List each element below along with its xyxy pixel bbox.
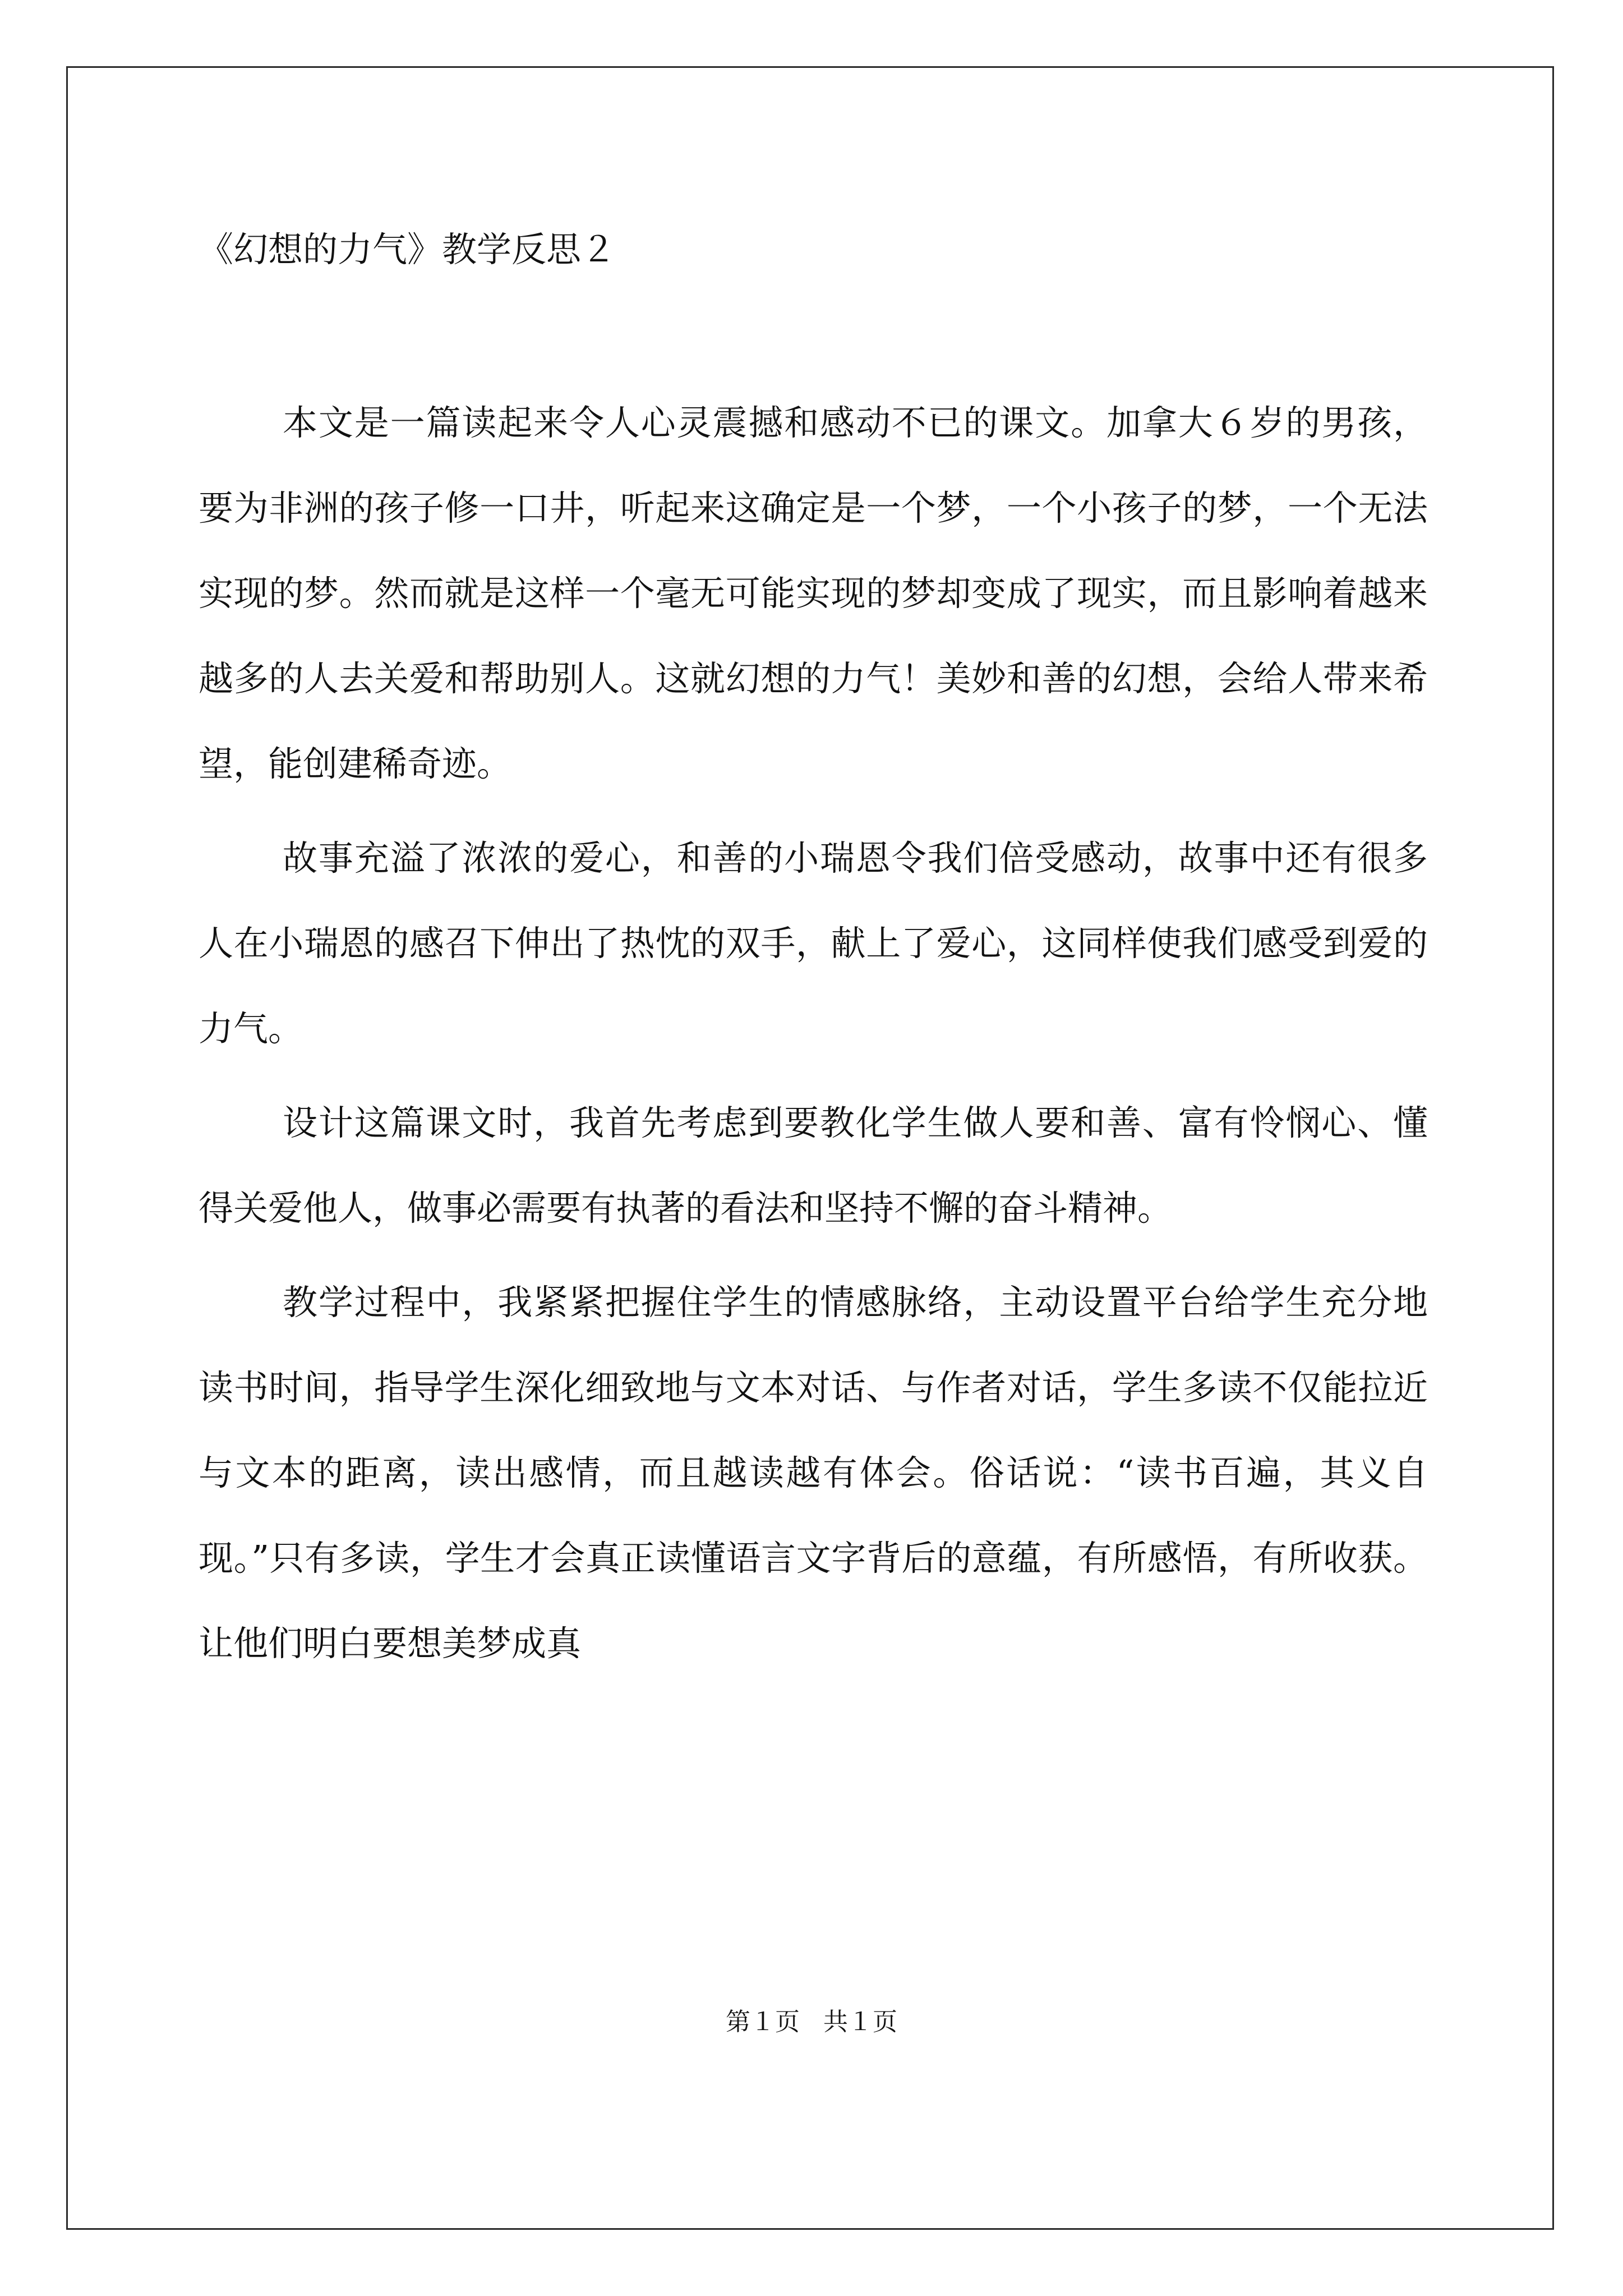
paragraph-3: 设计这篇课文时，我首先考虑到要教化学生做人要和善、富有怜悯心、懂得关爱他人，做事必需要有执著的看法和坚持不懈的奋斗精神。 — [199, 1102, 1428, 1228]
document-title: 《幻想的力气》教学反思２ — [199, 229, 616, 270]
document-body — [199, 208, 1428, 1686]
page-number-footer: 第１页 共１页 — [726, 2008, 897, 2036]
paragraph-4: 教学过程中，我紧紧把握住学生的情感脉络，主动设置平台给学生充分地读书时间，指导学生深化细致地与文本对话、与作者对话，学生多读不仅能拉近与文本的距离，读出感情，而且越读越有体会。俗话说：“读书百遍，其义自现。”只有多读，学生才会真正读懂语言文字背后的意蕴，有所感悟，有所收获。让他们明白要想美梦成真 — [199, 1282, 1428, 1664]
paragraph-1: 本文是一篇读起来令人心灵震撼和感动不已的课文。加拿大６岁的男孩，要为非洲的孩子修一口井，听起来这确定是一个梦，一个小孩子的梦，一个无法实现的梦。然而就是这样一个毫无可能实现的梦却变成了现实，而且影响着越来越多的人去关爱和帮助别人。这就幻想的力气！美妙和善的幻想，会给人带来希望，能创建稀奇迹。 — [199, 402, 1428, 784]
paragraph-spacer — [199, 1071, 1428, 1080]
paragraph-2: 故事充溢了浓浓的爱心，和善的小瑞恩令我们倍受感动，故事中还有很多人在小瑞恩的感召下伸出了热忱的双手，献上了爱心，这同样使我们感受到爱的力气。 — [199, 838, 1428, 1049]
paragraph-spacer — [199, 807, 1428, 816]
paragraph-spacer — [199, 1251, 1428, 1260]
